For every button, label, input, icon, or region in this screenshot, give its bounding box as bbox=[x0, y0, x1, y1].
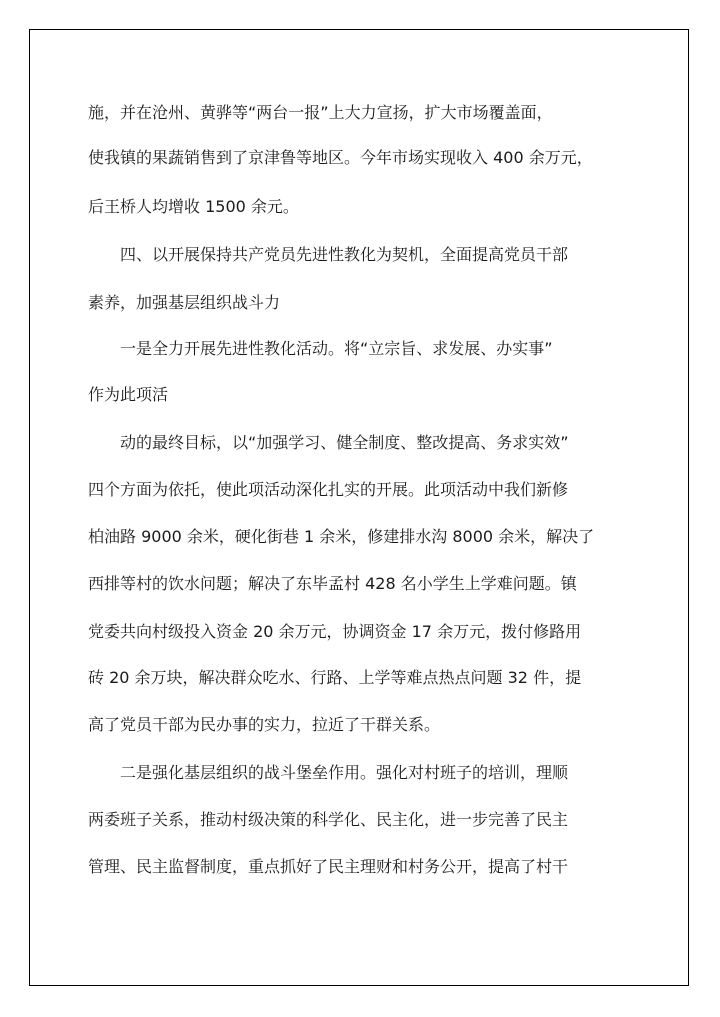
body-line: 砖 20 余万块，解决群众吃水、行路、上学等难点热点问题 32 件，提 bbox=[88, 668, 582, 687]
body-line: 管理、民主监督制度，重点抓好了民主理财和村务公开，提高了村干 bbox=[88, 857, 569, 876]
body-line: 后王桥人均增收 1500 余元。 bbox=[88, 197, 299, 216]
body-line: 西排等村的饮水问题；解决了东毕孟村 428 名小学生上学难问题。镇 bbox=[88, 574, 577, 593]
section-heading-line: 四、以开展保持共产党员先进性教化为契机，全面提高党员干部 bbox=[120, 245, 569, 264]
body-line: 使我镇的果蔬销售到了京津鲁等地区。今年市场实现收入 400 余万元， bbox=[88, 148, 593, 167]
body-line: 作为此项活 bbox=[88, 385, 169, 404]
body-line: 高了党员干部为民办事的实力，拉近了干群关系。 bbox=[88, 715, 441, 734]
body-line: 柏油路 9000 余米，硬化街巷 1 余米，修建排水沟 8000 余米，解决了 bbox=[88, 527, 595, 546]
body-line: 一是全力开展先进性教化活动。将“立宗旨、求发展、办实事” bbox=[120, 339, 553, 358]
body-line: 二是强化基层组织的战斗堡垒作用。强化对村班子的培训，理顺 bbox=[120, 763, 569, 782]
body-line: 施，并在沧州、黄骅等“两台一报”上大力宣扬，扩大市场覆盖面， bbox=[88, 103, 553, 122]
page-border bbox=[29, 29, 689, 986]
body-line: 四个方面为依托，使此项活动深化扎实的开展。此项活动中我们新修 bbox=[88, 480, 569, 499]
body-line: 两委班子关系，推动村级决策的科学化、民主化，进一步完善了民主 bbox=[88, 810, 569, 829]
section-heading-line: 素养，加强基层组织战斗力 bbox=[88, 293, 281, 312]
body-line: 党委共向村级投入资金 20 余万元，协调资金 17 余万元，拨付修路用 bbox=[88, 622, 582, 641]
body-line: 动的最终目标，以“加强学习、健全制度、整改提高、务求实效” bbox=[120, 433, 569, 452]
